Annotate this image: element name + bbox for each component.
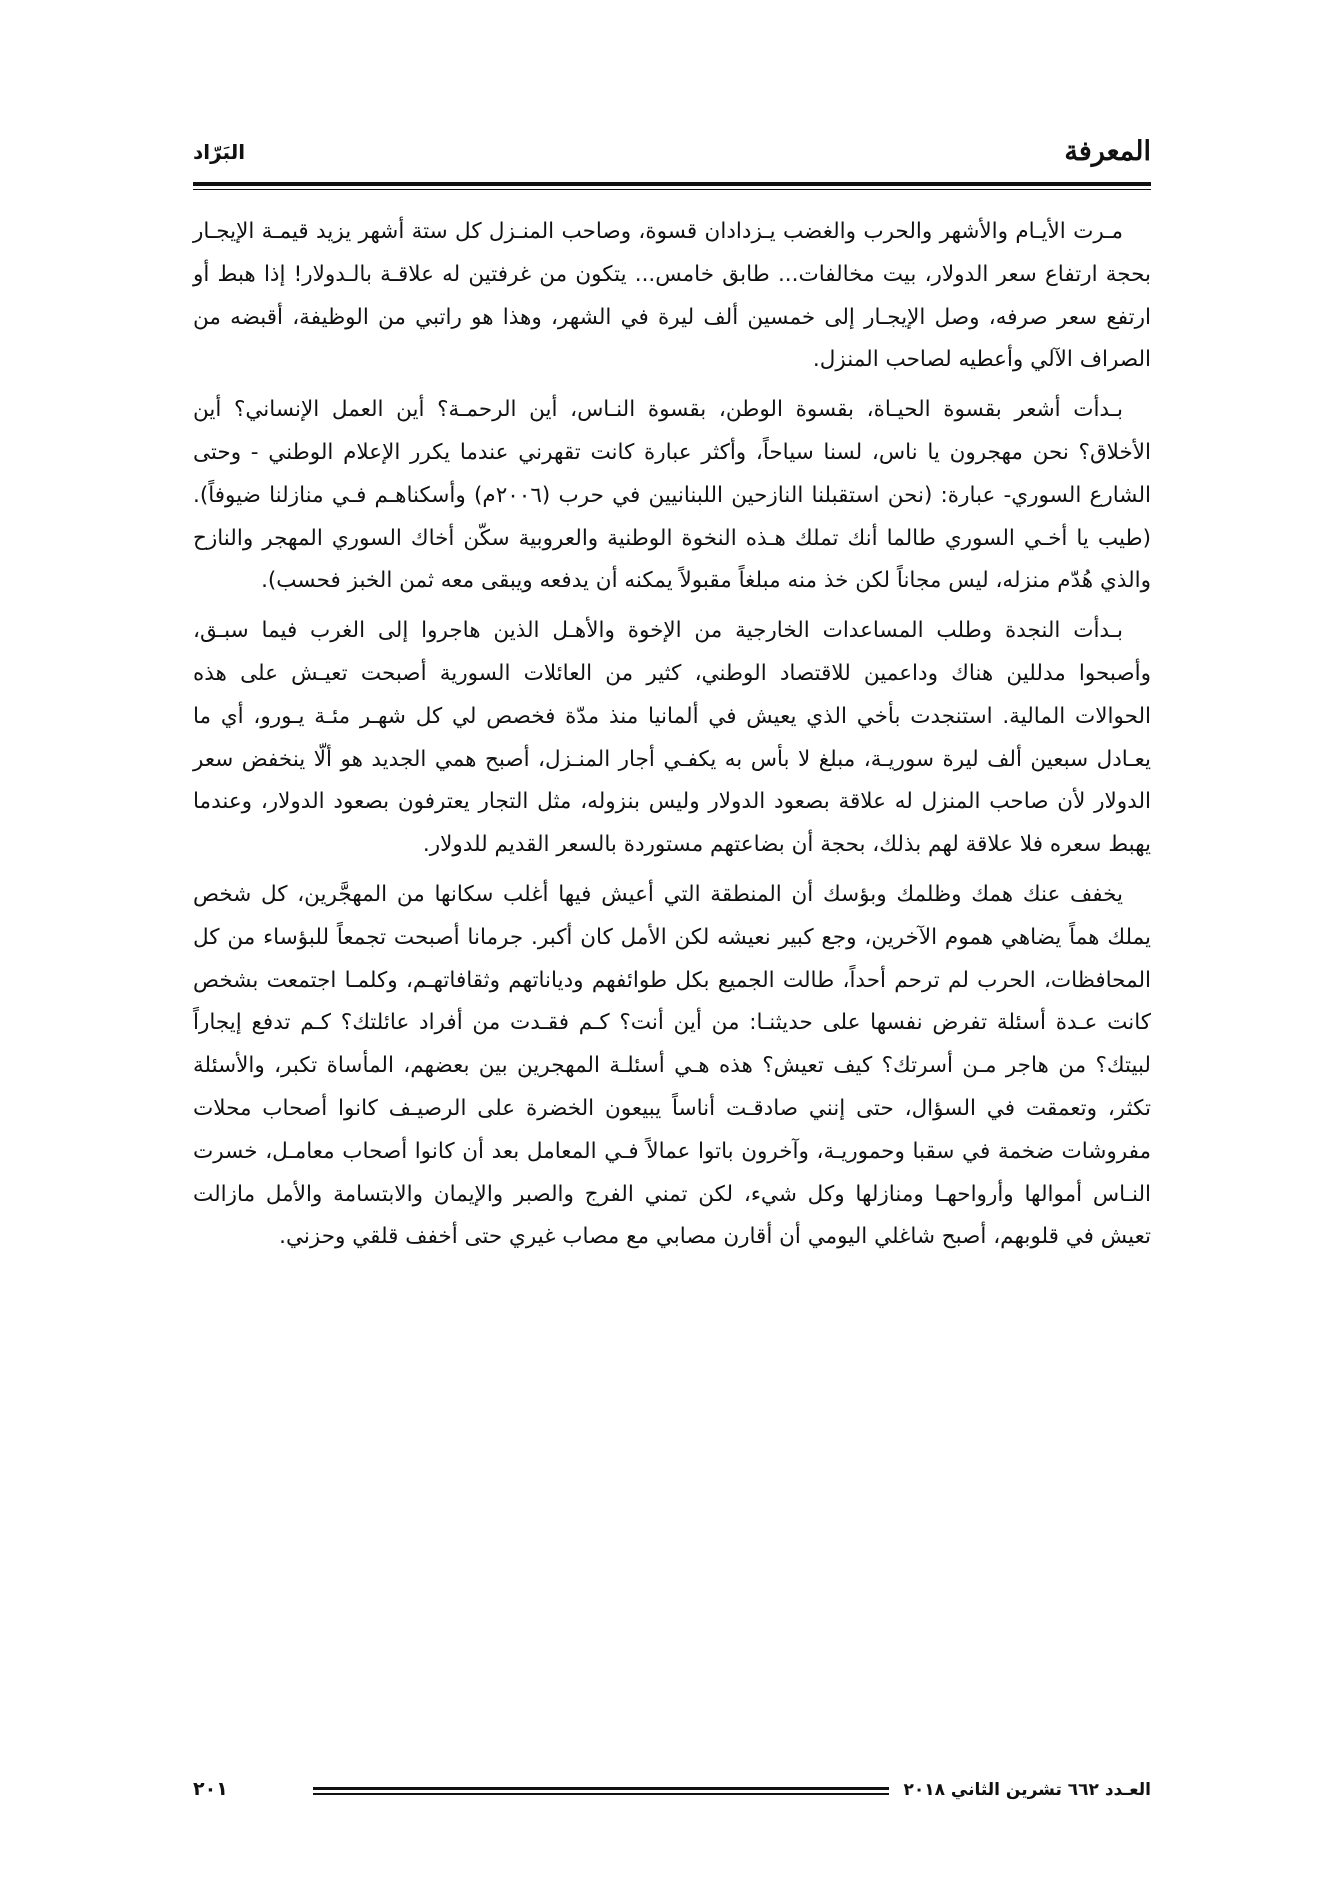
paragraph-4: يخفف عنك همك وظلمك وبؤسك أن المنطقة التي أعيش فيها أغلب سكانها من المهجَّرين، كل شخص يملك هماً يضاهي هموم الآخرين، وجع كبير نعيشه لكن الأمل كان أكبر. جرمانا أصبحت تجمعاً للبؤساء من كل المحافظات، الحرب لم ترحم أحداً، طالت الجميع بكل طوائفهم ودياناتهم وثقافاتهـم، وكلمـا اجتمعت بشخص كانت عـدة أسئلة تفرض نفسها على حديثنـا: من أين أنت؟ كـم فقـدت من أفراد عائلتك؟ كـم تدفع إيجاراً لبيتك؟ من هاجر مـن أسرتك؟ كيف تعيش؟ هذه هـي أسئلـة المهجرين بين بعضهم، المأساة تكبر، والأسئلة تكثر، وتعمقت في السؤال، حتى إنني صادقـت أناساً يبيعون الخضرة على الرصيـف كانوا أصحاب محلات مفروشات ضخمة في سقبا وحموريـة، وآخرون باتوا عمالاً فـي المعامل بعد أن كانوا أصحاب معامـل، خسرت النـاس أموالها وأرواحهـا ومنازلها وكل شيء، لكن تمني الفرج والصبر والإيمان والابتسامة والأمل مازالت تعيش في قلوبهم، أصبح شاغلي اليومي أن أقارن مصابي مع مصاب غيري حتى أخفف قلقي وحزني. [193,881,1151,1250]
page-header [193,132,1151,172]
issue-info: العـدد ٦٦٢ تشرين الثاني ٢٠١٨ [903,1780,1151,1800]
footer-rule [313,1787,889,1797]
page-number: ٢٠١ [193,1778,228,1800]
paragraph-3: بـدأت النجدة وطلب المساعدات الخارجية من الإخوة والأهـل الذين هاجروا إلى الغرب فيما سبـق، وأصبحوا مدللين هناك وداعمين للاقتصاد الوطني، كثير من العائلات السورية أصبحت تعيـش على هذه الحوالات المالية. استنجدت بأخي الذي يعيش في ألمانيا منذ مدّة فخصص لي كل شهـر مئـة يـورو، أي ما يعـادل سبعين ألف ليرة سوريـة، مبلغ لا بأس به يكفـي أجار المنـزل، أصبح همي الجديد هو ألّا ينخفض سعر الدولار لأن صاحب المنزل له علاقة بصعود الدولار وليس بنزوله، مثل التجار يعترفون بصعود الدولار، وعندما يهبط سعره فلا علاقة لهم بذلك، بحجة أن بضاعتهم مستوردة بالسعر القديم للدولار. [193,618,1151,858]
paragraph-1: مـرت الأيـام والأشهر والحرب والغضب يـزدادان قسوة، وصاحب المنـزل كل ستة أشهر يزيد قيمـة الإيجـار بحجة ارتفاع سعر الدولار، بيت مخالفات... طابق خامس... يتكون من غرفتين له علاقـة بالـدولار! إذا هبط أو ارتفع سعر صرفه، وصل الإيجـار إلى خمسين ألف ليرة في الشهر، وهذا هو راتبي من الوظيفة، أقبضه من الصراف الآلي وأعطيه لصاحب المنزل. [193,219,1151,373]
header-rule-thin [193,189,1151,190]
journal-logo: المعرفة [1064,136,1151,167]
paragraph-2: بـدأت أشعر بقسوة الحيـاة، بقسوة الوطن، بقسوة النـاس، أين الرحمـة؟ أين العمل الإنساني؟ أين الأخلاق؟ نحن مهجرون يا ناس، لسنا سياحاً، وأكثر عبارة كانت تقهرني عندما يكرر الإعلام الوطني - وحتى الشارع السوري- عبارة: (نحن استقبلنا النازحين اللبنانيين في حرب (٢٠٠٦م) وأسكناهـم فـي منازلنا ضيوفاً). (طيب يا أخـي السوري طالما أنك تملك هـذه النخوة الوطنية والعروبية سكّن أخاك السوري المهجر والنازح والذي هُدّم منزله، ليس مجاناً لكن خذ منه مبلغاً مقبولاً يمكنه أن يدفعه ويبقى معه ثمن الخبز فحسب). [193,397,1151,594]
article-body [193,211,1151,1266]
header-rule-thick [193,182,1151,186]
page-footer [193,1780,1151,1810]
article-title: البَرّاد [193,140,246,164]
